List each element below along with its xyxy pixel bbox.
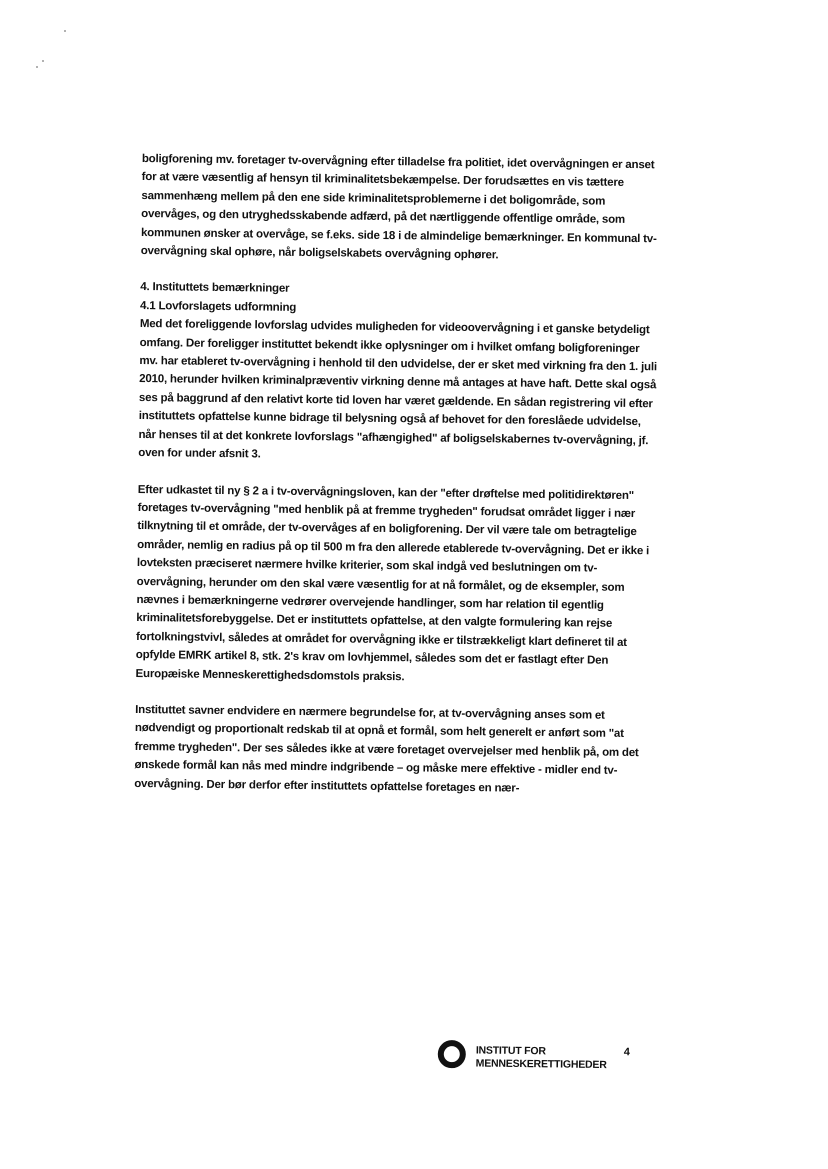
paragraph-instituttet: Instituttet savner endvidere en nærmere begrundelse for, at tv-overvågning anses som et nødvendigt og proportionalt redskab til at opnå et formål, som helt generelt er anført som "at fremme trygheden". Der ses således ikke at være foretaget overvejelser med henblik på, om det ønskede formål kan nås med mindre indgribende – og måske mere effektive - midler end tv-overvågning. Der bør derfor efter instituttets opfattelse foretages en nær- [134,703,639,795]
institute-name-line2: MENNESKERETTIGHEDER [475,1057,607,1072]
scan-speck [64,30,66,32]
subsection-heading: 4.1 Lovforslagets udformning [140,299,297,314]
page-footer [438,1038,658,1081]
page-number: 4 [623,1046,631,1059]
paragraph-boligforening: boligforening mv. foretager tv-overvågning efter tilladelse fra politiet, idet overvågningen er anset for at være væsentlig af hensyn til kriminalitetsbekæmpelse. Der forudsættes en vis tættere sammenhæng mellem på den ene side kriminalitetsproblemerne i det boligområde, som overvåges, og den utryghedsskabende adfærd, på det nærtliggende offentlige område, som kommunen ønsker at overvåge, se f.eks. side 18 i de almindelige bemærkninger. En kommunal tv-overvågning skal ophøre, når boligselskabets overvågning ophører. [140,152,657,262]
section-heading: 4. Instituttets bemærkninger [140,281,290,296]
institute-name-line1: INSTITUT FOR [475,1044,546,1058]
scan-speck [36,66,38,68]
document-page [134,150,662,817]
paragraph-lovforslag: Med det foreliggende lovforslag udvides muligheden for videoovervågning i et ganske betydeligt omfang. Der foreligger instituttet bekendt ikke oplysninger om i hvilket omfang boligforeninger mv. har etableret tv-overvågning i henhold til den udvidelse, der er sket med virkning fra den 1. juli 2010, herunder hvilken kriminalpræventiv virkning denne må antages at have haft. Dette skal også ses på baggrund af den relativt korte tid loven har været gældende. En sådan registrering vil efter instituttets opfattelse kunne bidrage til belysning også af behovet for den foreslåede udvidelse, når henses til at det konkrete lovforslags "afhængighed" af boligselskabernes tv-overvågning, jf. oven for under afsnit 3. [138,318,657,461]
institute-name [476,1044,607,1072]
paragraph-udkastet: Efter udkastet til ny § 2 a i tv-overvågningsloven, kan der "efter drøftelse med politidirektøren" foretages tv-overvågning "med henblik på at fremme trygheden" forudsat området ligger i nær tilknytning til et område, der tv-overvåges af en boligforening. Der vil være tale om betragtelige områder, nemlig en radius på op til 500 m fra den allerede etablerede tv-overvågning. Det er ikke i lovteksten præciseret nærmere hvilke kriterier, som skal indgå ved beslutningen om tv-overvågning, herunder om den skal være væsentlig for at nå formålet, og de eksempler, som nævnes i bemærkningerne vedrører overvejende handlinger, som har relation til egentlig kriminalitetsforebyggelse. Det er instituttets opfattelse, at den valgte formulering kan rejse fortolkningstvivl, således at området for overvågning ikke er tilstrækkeligt klart defineret til at opfylde EMRK artikel 8, stk. 2's krav om lovhjemmel, således som det er fastlagt efter Den Europæiske Menneskerettighedsdomstols praksis. [135,483,650,683]
institute-logo-icon [438,1040,466,1068]
scan-speck [42,60,44,62]
